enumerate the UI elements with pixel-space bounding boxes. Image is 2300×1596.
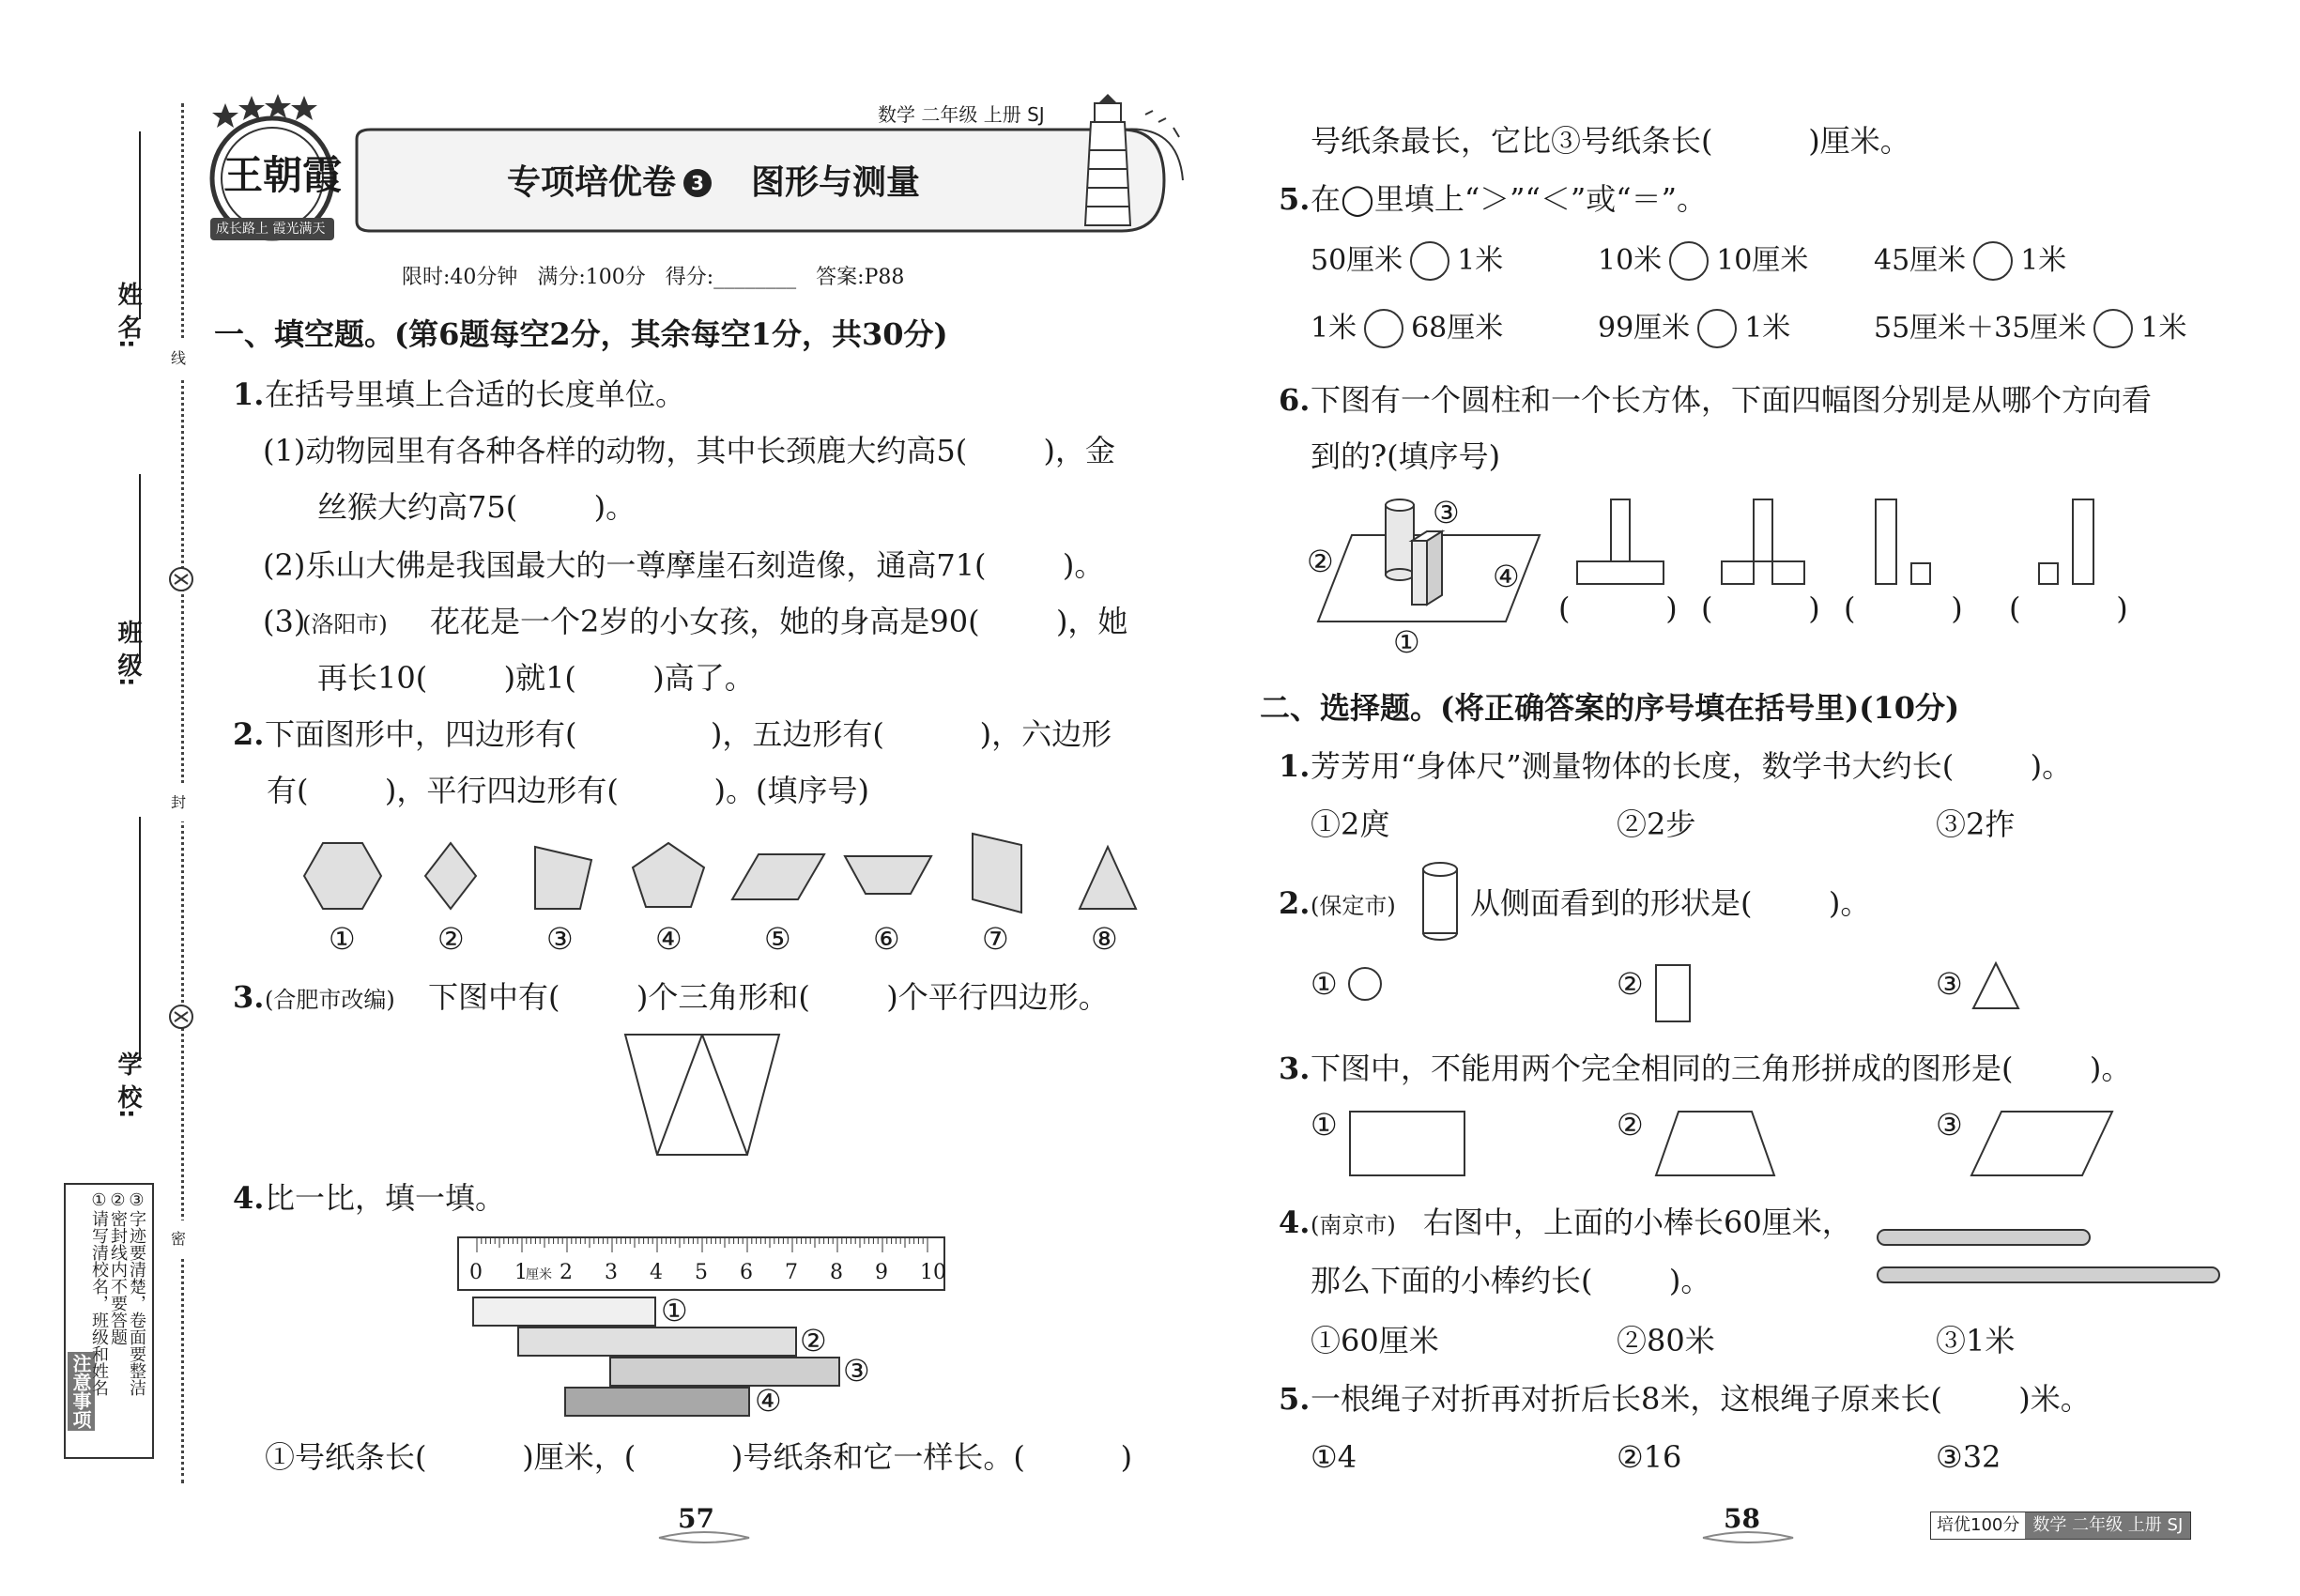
- school-label: 学 校:: [114, 1051, 142, 1119]
- q1-part1b: 丝猴大约高75( )。: [317, 489, 636, 525]
- s2-q3-option-2: ②: [1617, 1107, 1644, 1143]
- class-label: 班 级:: [114, 620, 142, 687]
- q6-line1: 下图有一个圆柱和一个长方体，下面四幅图分别是从哪个方向看: [1311, 382, 2153, 418]
- q2-line2: 有( )，平行四边形有( )。(填序号): [267, 773, 870, 808]
- compare-right: 1米: [2140, 312, 2187, 345]
- q1-part3-tag: (洛阳市): [302, 611, 388, 637]
- paper-topic: 图形与测量: [751, 163, 921, 202]
- q6-line2: 到的?(填序号): [1311, 438, 1501, 474]
- q4-stem: 比一比，填一填。: [265, 1180, 506, 1216]
- s2-q1-option-2: ②2步: [1617, 806, 1696, 842]
- ruler-tick-label: 2: [560, 1261, 573, 1284]
- compare-left: 55厘米＋35厘米: [1874, 312, 2087, 345]
- ruler-tick-label: 6: [740, 1261, 753, 1284]
- s2-q1-option-3: ③2拃: [1936, 806, 2016, 842]
- page-ornament-left: [657, 1528, 751, 1547]
- s2-q2-text: 从侧面看到的形状是( )。: [1470, 885, 1871, 921]
- s2-q1-label: 1.: [1279, 748, 1311, 784]
- shape-label-6: ⑥: [873, 921, 900, 957]
- s2-q3-option-3: ③: [1936, 1107, 1963, 1143]
- strip-label-4: ④: [755, 1383, 782, 1419]
- s2-q3-text: 下图中，不能用两个完全相同的三角形拼成的图形是( )。: [1311, 1051, 2132, 1086]
- q6-blank-4: ( ): [2009, 591, 2128, 626]
- ruler-tick-label: 9: [875, 1261, 888, 1284]
- shape-label-5: ⑤: [764, 921, 791, 957]
- q4-label: 4.: [233, 1180, 265, 1216]
- logo-name: 王朝霞: [223, 152, 343, 198]
- q5-stem: 在◯里填上“＞”“＜”或“＝”。: [1311, 181, 1707, 217]
- compare-left: 45厘米: [1874, 244, 1967, 277]
- ruler-tick-label: 5: [695, 1261, 708, 1284]
- shape-label-3: ③: [546, 921, 574, 957]
- direction-label-3: ③: [1433, 495, 1460, 530]
- q1-part3a: 花花是一个2岁的小女孩，她的身高是90( )，她: [430, 604, 1128, 639]
- shape-label-1: ①: [329, 921, 356, 957]
- seal-char-xian: 线: [171, 340, 186, 377]
- strip-label-1: ①: [661, 1293, 688, 1328]
- compare-left: 10米: [1598, 244, 1663, 277]
- shape-label-8: ⑧: [1091, 921, 1118, 957]
- notes-item-2: ②密封线内不要答题: [108, 1190, 128, 1345]
- q4-answer-line: ①号纸条长( )厘米，( )号纸条和它一样长。( ): [265, 1439, 1133, 1475]
- notes-item-1: ①请写清校名，班级和姓名: [89, 1190, 109, 1396]
- ruler-tick-label: 1: [514, 1261, 528, 1284]
- ruler-tick-label: 10: [920, 1261, 946, 1284]
- q2-label: 2.: [233, 716, 265, 752]
- logo-ribbon: 成长路上 霞光满天: [216, 222, 326, 237]
- s2-q4-option-1: ①60厘米: [1311, 1323, 1439, 1358]
- q1-label: 1.: [233, 376, 265, 412]
- page-number-left: 57: [678, 1503, 714, 1534]
- ruler-tick-label: 8: [830, 1261, 843, 1284]
- seal-char-feng: 封: [171, 784, 186, 821]
- s2-q4-line1: 右图中，上面的小棒长60厘米，: [1423, 1205, 1852, 1240]
- s2-q5-label: 5.: [1279, 1381, 1311, 1417]
- compare-left: 50厘米: [1311, 244, 1403, 277]
- compare-right: 68厘米: [1411, 312, 1504, 345]
- compare-left: 99厘米: [1598, 312, 1691, 345]
- section2-heading: 二、选择题。(将正确答案的序号填在括号里)(10分): [1260, 690, 1960, 726]
- seal-char-mi: 密: [171, 1220, 186, 1258]
- s2-q4-option-3: ③1米: [1936, 1323, 2016, 1358]
- q1-stem: 在括号里填上合适的长度单位。: [265, 376, 686, 412]
- direction-label-1: ①: [1393, 624, 1420, 660]
- q5-label: 5.: [1279, 181, 1311, 217]
- q6-blank-3: ( ): [1844, 591, 1963, 626]
- s2-q4-label: 4.: [1279, 1205, 1311, 1240]
- s2-q2-tag: (保定市): [1311, 893, 1396, 919]
- s2-q5-text: 一根绳子对折再对折后长8米，这根绳子原来长( )米。: [1311, 1381, 2091, 1417]
- compare-right: 1米: [1457, 244, 1504, 277]
- s2-q2-option-2: ②: [1617, 966, 1644, 1002]
- s2-q1-option-1: ①2庹: [1311, 806, 1390, 842]
- s2-q1-text: 芳芳用“身体尺”测量物体的长度，数学书大约长( )。: [1311, 748, 2073, 784]
- footer-tag: [1930, 1512, 2191, 1540]
- s2-q3-option-1: ①: [1311, 1107, 1338, 1143]
- compare-right: 1米: [2020, 244, 2067, 277]
- strip-label-3: ③: [843, 1353, 870, 1389]
- paper-info: 限时:40分钟 满分:100分 得分:________ 答案:P88: [402, 266, 905, 289]
- notes-title: 注意事项: [68, 1352, 95, 1431]
- q1-part2: (2)乐山大佛是我国最大的一尊摩崖石刻造像，通高71( )。: [263, 547, 1105, 583]
- ruler-tick-label: 7: [785, 1261, 798, 1284]
- compare-right: 1米: [1744, 312, 1791, 345]
- ruler-tick-label: 4: [650, 1261, 663, 1284]
- s2-q4-option-2: ②80米: [1617, 1323, 1715, 1358]
- q3-label: 3.: [233, 979, 265, 1015]
- q1-part1a: (1)动物园里有各种各样的动物，其中长颈鹿大约高5( )，金: [263, 433, 1116, 468]
- s2-q3-label: 3.: [1279, 1051, 1311, 1086]
- footer-tag-a: 培优100分: [1931, 1512, 2025, 1539]
- shape-label-7: ⑦: [982, 921, 1009, 957]
- compare-left: 1米: [1311, 312, 1357, 345]
- paper-title: 专项培优卷: [507, 163, 677, 202]
- direction-label-4: ④: [1493, 559, 1520, 594]
- notes-item-3: ③字迹要清楚，卷面要整洁: [127, 1190, 146, 1396]
- name-label: 姓 名:: [114, 282, 142, 349]
- shape-label-2: ②: [437, 921, 465, 957]
- s2-q4-line2: 那么下面的小棒约长( )。: [1311, 1263, 1711, 1298]
- s2-q2-option-3: ③: [1936, 966, 1963, 1002]
- ruler-tick-label: 0: [469, 1261, 483, 1284]
- s2-q5-option-1: ①4: [1311, 1439, 1357, 1475]
- q1-part3-pre: (3): [263, 604, 306, 639]
- q6-label: 6.: [1279, 382, 1311, 418]
- s2-q2-label: 2.: [1279, 885, 1311, 921]
- q6-blank-1: ( ): [1558, 591, 1678, 626]
- page-ornament-right: [1701, 1528, 1795, 1547]
- direction-label-2: ②: [1307, 544, 1334, 579]
- page-number-right: 58: [1724, 1503, 1760, 1534]
- s2-q2-option-1: ①: [1311, 966, 1338, 1002]
- s2-q4-tag: (南京市): [1311, 1212, 1396, 1238]
- shape-label-4: ④: [655, 921, 682, 957]
- q3-tag: (合肥市改编): [265, 987, 395, 1013]
- footer-tag-b: 数学 二年级 上册 SJ: [2025, 1512, 2190, 1539]
- title-number-badge: 3: [683, 169, 712, 197]
- s2-q5-option-2: ②16: [1617, 1439, 1682, 1475]
- q3-text: 下图中有( )个三角形和( )个平行四边形。: [428, 979, 1109, 1015]
- ruler-unit: 厘米: [526, 1267, 552, 1282]
- ruler-tick-label: 3: [605, 1261, 618, 1284]
- q6-blank-2: ( ): [1701, 591, 1820, 626]
- strip-label-2: ②: [800, 1323, 827, 1358]
- compare-right: 10厘米: [1716, 244, 1809, 277]
- s2-q5-option-3: ③32: [1936, 1439, 2001, 1475]
- section1-heading: 一、填空题。(第6题每空2分，其余每空1分，共30分): [214, 316, 948, 352]
- q2-line1: 下面图形中，四边形有( )，五边形有( )，六边形: [265, 716, 1112, 752]
- subject-line: 数学 二年级 上册 SJ: [878, 103, 1045, 126]
- q1-part3b: 再长10( )就1( )高了。: [317, 660, 755, 696]
- q4-continuation: 号纸条最长，它比③号纸条长( )厘米。: [1311, 123, 1910, 159]
